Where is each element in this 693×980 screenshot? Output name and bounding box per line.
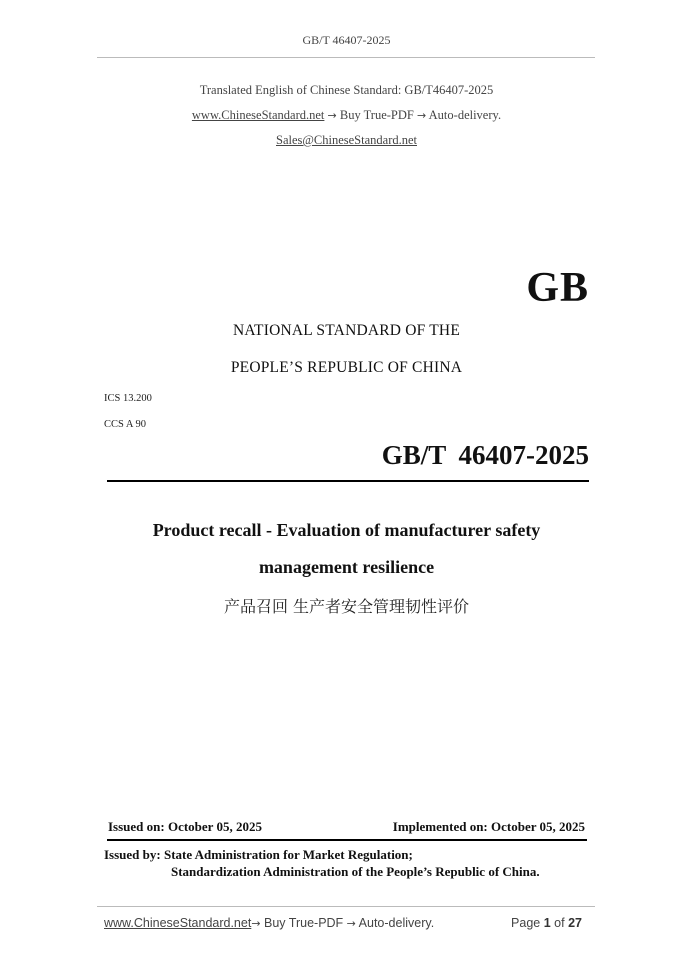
issued-by-line-1: Issued by: State Administration for Market Regulation; — [104, 847, 413, 862]
promo-purchase-line — [0, 108, 693, 123]
english-title-line-2: management resilience — [258, 557, 435, 577]
national-standard-line-1: NATIONAL STANDARD OF THE — [232, 322, 460, 339]
implemented-on-date: Implemented on: October 05, 2025 — [392, 819, 585, 834]
footer-auto-delivery-text: Auto-delivery. — [355, 916, 435, 930]
standard-number-rule — [107, 480, 589, 482]
arrow-right-icon: → — [327, 109, 337, 122]
issued-by-line-2: Standardization Administration of the People’s Republic of China. — [171, 864, 540, 879]
footer-site-link[interactable]: www.ChineseStandard.net — [104, 916, 252, 930]
page-word: Page — [511, 916, 541, 930]
arrow-right-icon: → — [251, 917, 261, 930]
ccs-code: CCS A 90 — [104, 419, 147, 430]
ics-code: ICS 13.200 — [104, 393, 152, 404]
standard-number: GB/T 46407-2025 — [381, 440, 589, 470]
footer-buy-pdf-text: Buy True-PDF — [260, 916, 347, 930]
page-indicator — [511, 916, 582, 930]
header-divider — [97, 57, 595, 58]
national-standard-line-2: PEOPLE’S REPUBLIC OF CHINA — [230, 359, 463, 376]
gb-logo: GB — [526, 265, 589, 311]
current-page-number: 1 — [543, 916, 551, 930]
of-word: of — [554, 916, 565, 930]
english-title-line-1: Product recall - Evaluation of manufacturer safety — [152, 520, 541, 540]
arrow-right-icon: → — [346, 917, 356, 930]
issued-on-date: Issued on: October 05, 2025 — [108, 819, 262, 834]
dates-rule — [107, 839, 587, 841]
auto-delivery-text: Auto-delivery. — [426, 108, 502, 122]
buy-pdf-text: Buy True-PDF — [336, 108, 417, 122]
chinese-title: 产品召回 生产者安全管理韧性评价 — [223, 597, 470, 616]
footer-promo — [104, 916, 434, 930]
arrow-right-icon: → — [417, 109, 427, 122]
footer-divider — [97, 906, 595, 907]
sales-email-line — [0, 133, 693, 148]
translation-notice: Translated English of Chinese Standard: GB/T46407-2025 — [199, 83, 494, 97]
site-link[interactable]: www.ChineseStandard.net — [191, 108, 325, 122]
page-header-title: GB/T 46407-2025 — [302, 33, 391, 47]
sales-email-link[interactable]: Sales@ChineseStandard.net — [276, 133, 417, 147]
total-page-count: 27 — [568, 916, 582, 930]
